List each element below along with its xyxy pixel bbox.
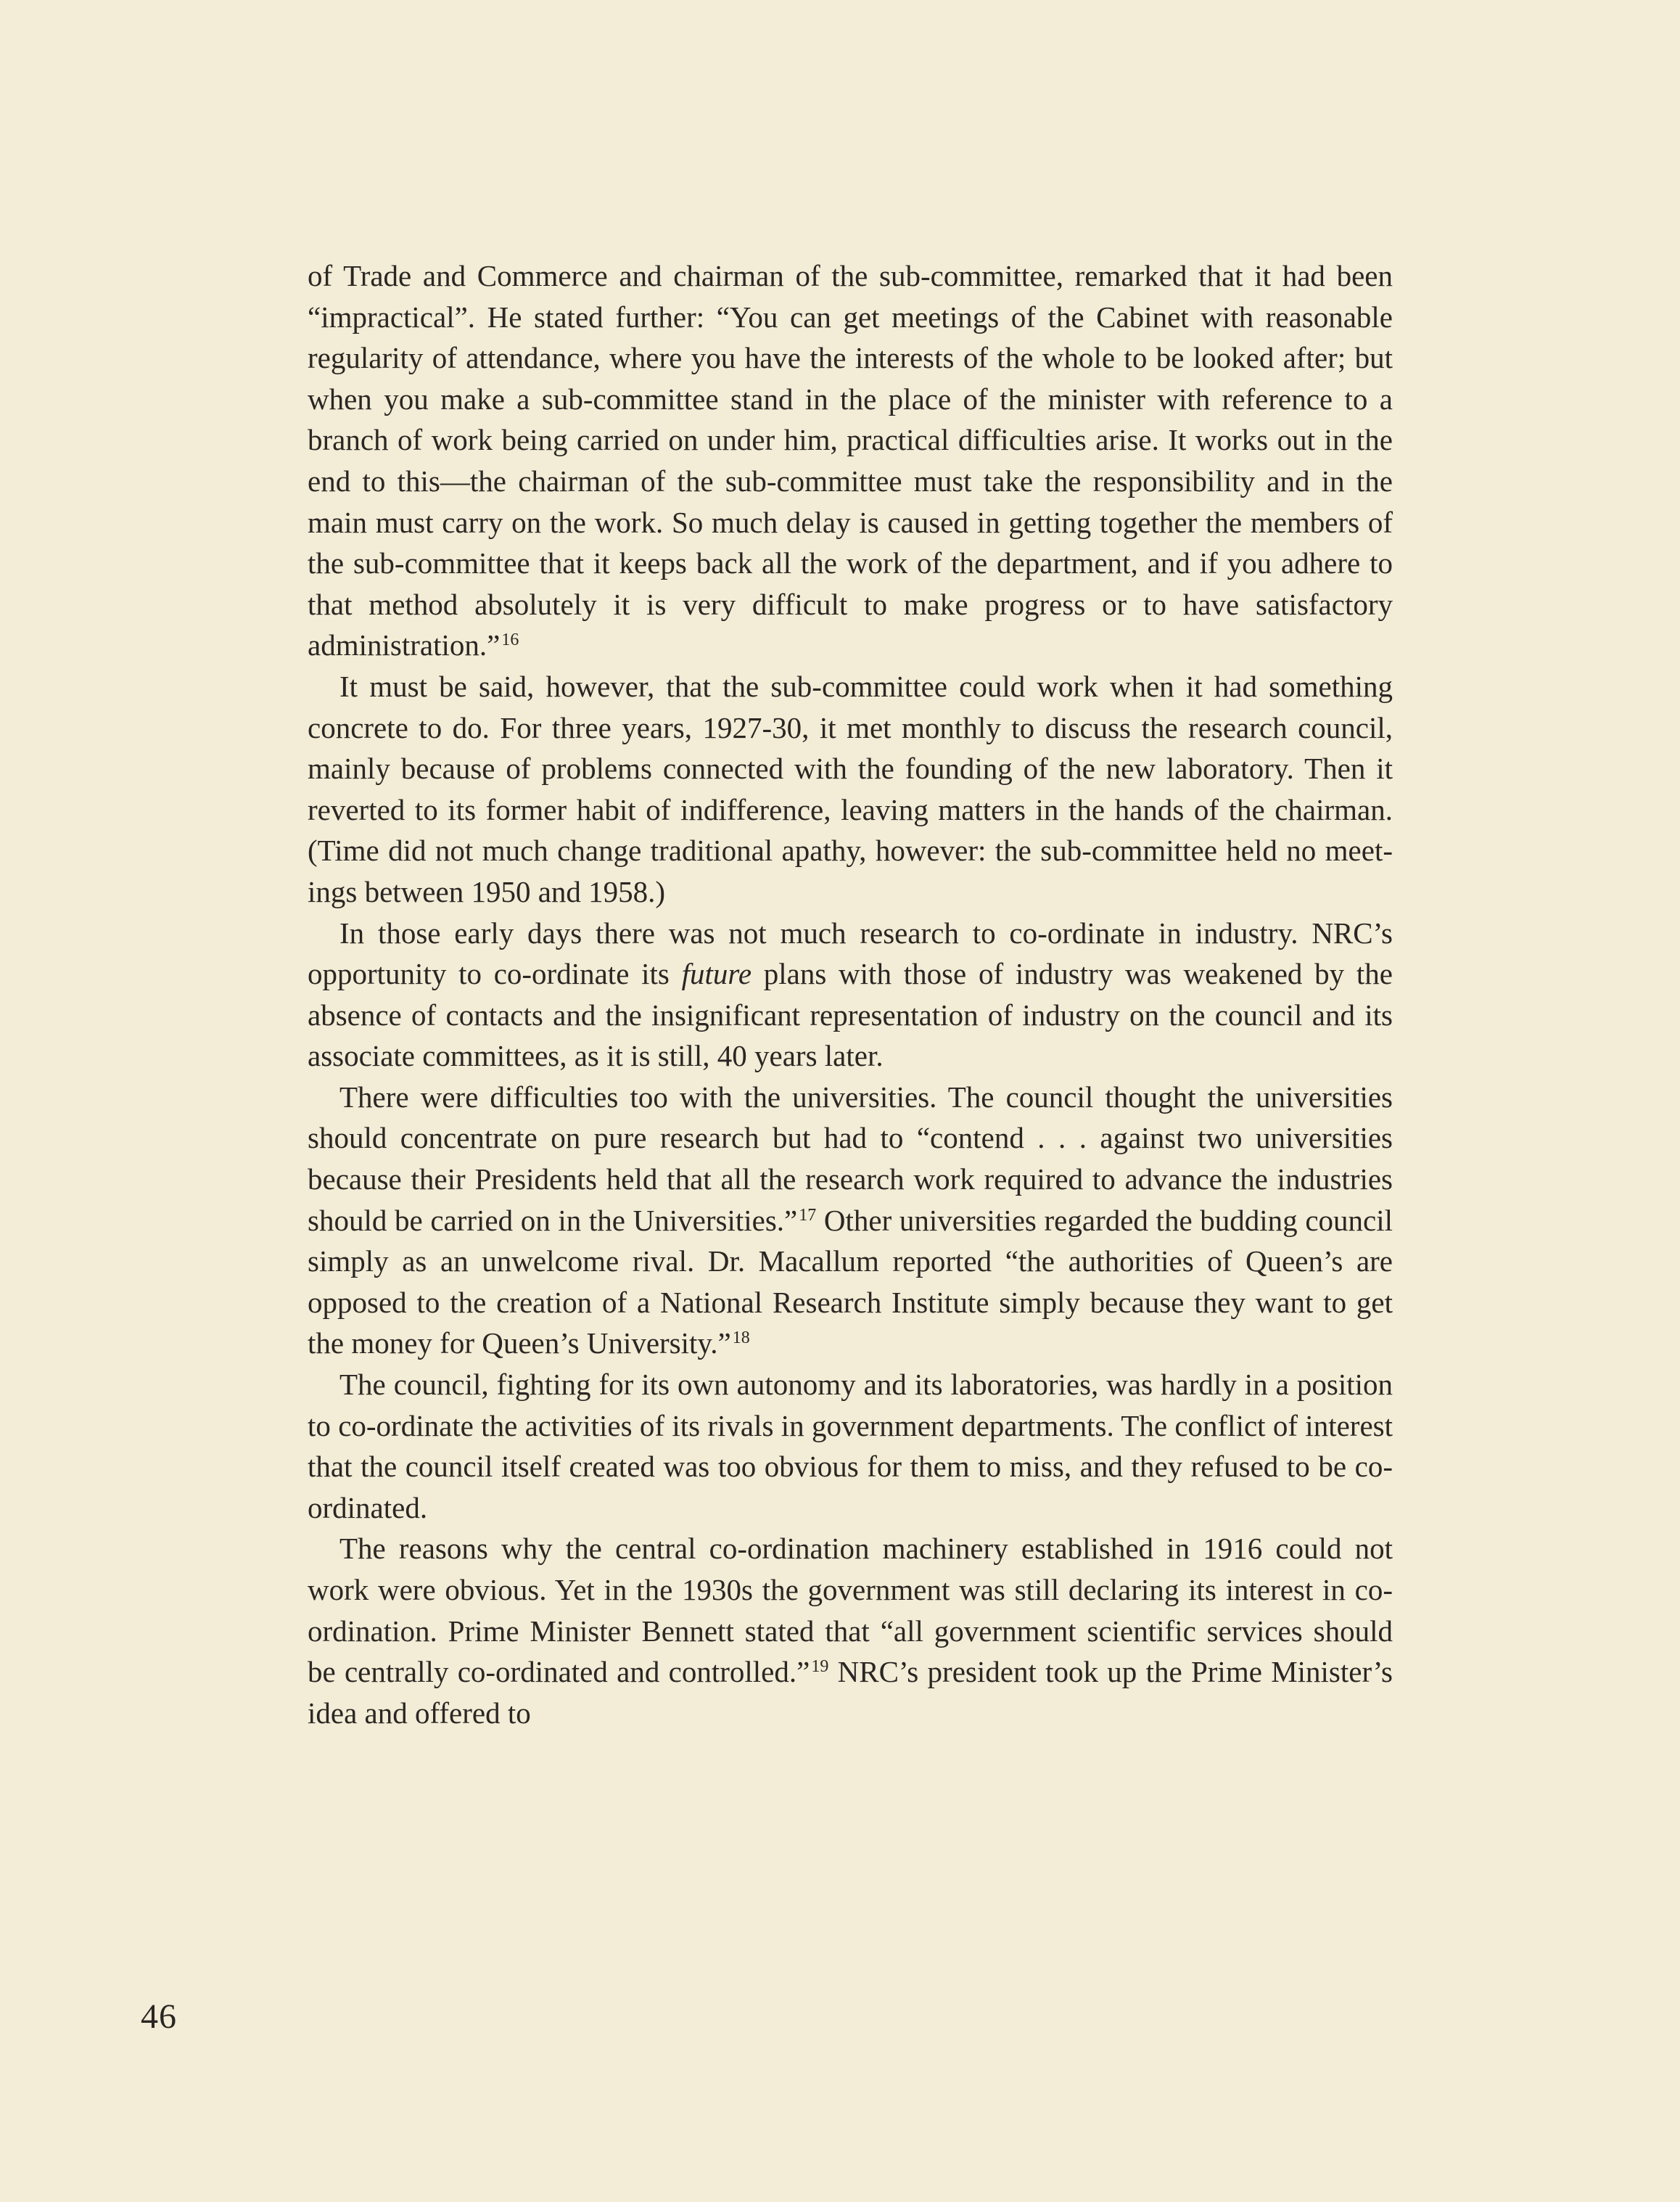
paragraph-2-text: It must be said, however, that the sub-committee could work when it had something concrete to do. For three years, 1927-30, it met monthly to discuss the research council, mainly because of problems connected with the founding of the new laboratory. Then it reverted to its former habit of indifference, leaving matters in the hands of the chairman. (Time did not much change traditional apathy, however: the sub-committee held no meetings between 1950 and 1958.): [308, 669, 1393, 908]
paragraph-1: [308, 255, 1393, 666]
paragraph-4-text-a: There were difficulties too with the universities. The council thought the universities should concentrate on pure research but had to “contend . . . against two universities because their Presidents held that all the research work required to advance the industries should be carried on in the Universities.”: [308, 1080, 1393, 1237]
paragraph-3-text-b: plans with those of industry was weakened by the absence of contacts and the insignificant representation of industry on the council and its associate committees, as it is still, 40 years later.: [308, 957, 1393, 1073]
paragraph-3: [308, 913, 1393, 1077]
paragraph-2: [308, 666, 1393, 913]
paragraph-5-text: The council, fighting for its own autonomy and its laboratories, was hardly in a position to co-ordinate the activities of its rivals in government departments. The conflict of interest that the council itself created was too obvious for them to miss, and they refused to be co-ordinated.: [308, 1368, 1393, 1524]
body-text: [308, 255, 1393, 1733]
paragraph-6-text-a: The reasons why the central co-ordination machinery established in 1916 could not work were obvious. Yet in the 1930s the government was still declaring its interest in co-ordination. Prime Minister Bennett stated that “all government scientific services should be centrally co-ordinated and controlled.”: [308, 1532, 1393, 1689]
paragraph-4-text-b: Other universities regarded the budding council simply as an unwelcome rival. Dr. Macallum reported “the authorities of Queen’s are opposed to the creation of a National Research Institute simply because they want to get the money for Queen’s University.”: [308, 1203, 1393, 1360]
paragraph-6: [308, 1528, 1393, 1733]
emphasis-future: future: [681, 957, 752, 991]
page-number: 46: [141, 1997, 177, 2036]
footnote-ref-16: 16: [501, 630, 519, 650]
paragraph-3-text-a: In those early days there was not much research to co-ordinate in industry. NRC’s opportunity to co-ordinate its: [308, 916, 1393, 991]
footnote-ref-17: 17: [799, 1205, 817, 1225]
paragraph-4: [308, 1077, 1393, 1364]
paragraph-1-text: of Trade and Commerce and chairman of the sub-committee, remarked that it had been “impractical”. He stated further: “You can get meetings of the Cabinet with reasonable regularity of attendance, where you have the interests of the whole to be looked after; but when you make a sub-committee stand in the place of the minister with reference to a branch of work being carried on under him, practical difficulties arise. It works out in the end to this—the chairman of the sub-committee must take the responsibility and in the main must carry on the work. So much delay is caused in getting together the members of the sub-committee that it keeps back all the work of the department, and if you adhere to that method absolutely it is very difficult to make progress or to have satisfactory administration.”: [308, 259, 1393, 662]
paragraph-5: [308, 1364, 1393, 1528]
footnote-ref-19: 19: [811, 1657, 829, 1677]
footnote-ref-18: 18: [732, 1328, 750, 1348]
paragraph-6-text-b: NRC’s president took up the Prime Minister’s idea and offered to: [308, 1655, 1393, 1730]
